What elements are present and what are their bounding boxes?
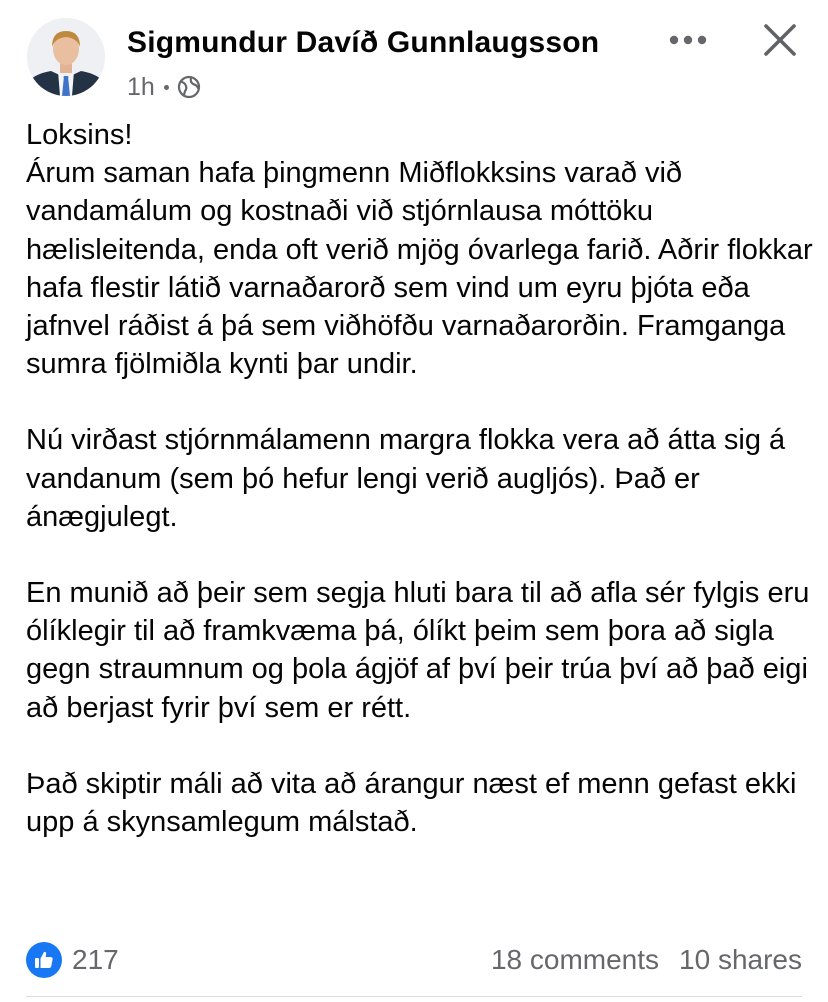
post-intro: Loksins! (26, 119, 133, 151)
avatar-photo (27, 18, 105, 96)
more-icon (668, 35, 708, 45)
post-body (26, 116, 816, 879)
post-meta (127, 72, 201, 102)
more-options-button[interactable] (664, 22, 712, 58)
separator-dot (164, 85, 169, 90)
like-icon (26, 942, 62, 978)
divider (26, 996, 802, 997)
post-paragraph: Árum saman hafa þingmenn Miðflokksins varað við vandamálum og kostnaði við stjórnlausa móttöku hælisleitenda, enda oft verið mjög óvarlega farið. Aðrir flokkar hafa flestir látið varnaðarorð sem vind um eyru þjóta eða jafnvel ráðist á þá sem viðhöfðu varnaðarorðin. Framganga sumra fjölmiðla kynti þar undir. (26, 157, 813, 381)
author-avatar[interactable] (27, 18, 105, 96)
close-button[interactable] (758, 18, 802, 62)
post-header (0, 0, 828, 110)
engagement-bar (0, 938, 828, 984)
post-paragraph: Nú virðast stjórnmálamenn margra flokka vera að átta sig á vandanum (sem þó hefur lengi verið augljós). Það er ánægjulegt. (26, 424, 786, 533)
close-icon (763, 23, 797, 57)
post-timestamp[interactable]: 1h (127, 72, 155, 101)
reaction-count: 217 (72, 944, 119, 975)
author-name[interactable]: Sigmundur Davíð Gunnlaugsson (127, 26, 600, 59)
comments-count[interactable]: 18 comments (490, 944, 660, 975)
globe-icon (177, 75, 201, 99)
reactions-summary[interactable] (26, 942, 119, 978)
shares-count[interactable]: 10 shares (679, 944, 802, 975)
post-paragraph: En munið að þeir sem segja hluti bara til að afla sér fylgis eru ólíklegir til að framkvæma þá, ólíkt þeim sem þora að sigla gegn straumnum og þola ágjöf af því þeir trúa því að það eigi að berjast fyrir því sem er rétt. (26, 577, 810, 724)
engagement-stats (491, 944, 802, 976)
post-paragraph: Það skiptir máli að vita að árangur næst ef menn gefast ekki upp á skynsamlegum málstað. (26, 767, 797, 839)
